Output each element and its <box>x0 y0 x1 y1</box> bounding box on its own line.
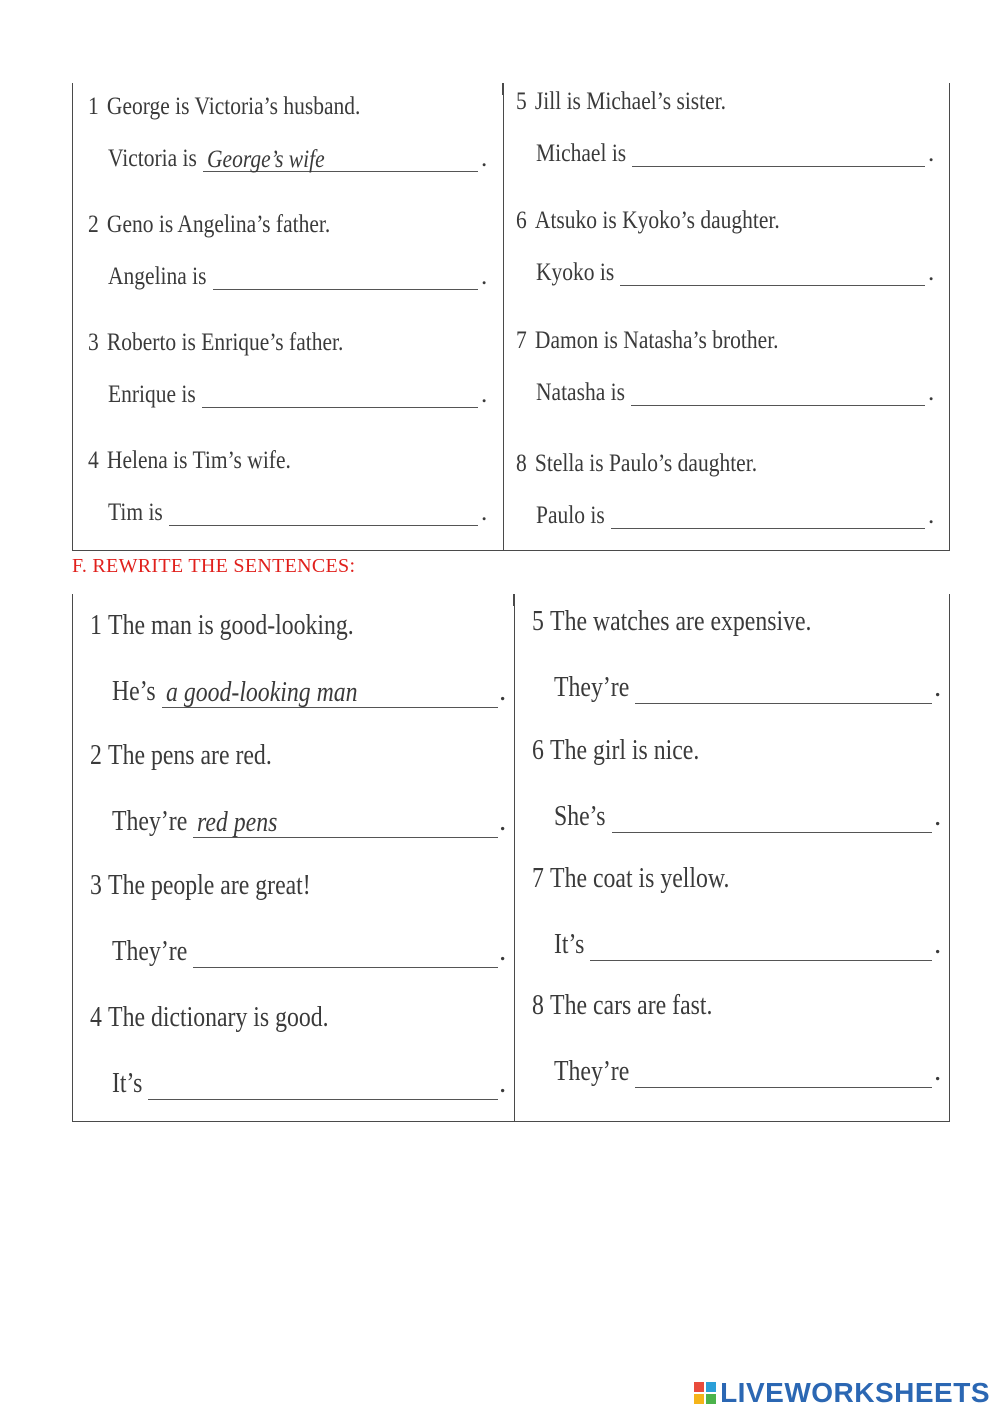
sentence-period: . <box>934 671 942 703</box>
logo-square <box>706 1382 716 1392</box>
answer-lead: Michael is <box>536 140 627 167</box>
item-number: 6 <box>532 734 544 766</box>
sentence-text: Roberto is Enrique’s father. <box>106 329 344 356</box>
answer-blank[interactable] <box>635 1087 932 1088</box>
box-corner <box>72 83 73 95</box>
sentence-period: . <box>499 935 507 967</box>
sentence-text: The girl is nice. <box>550 734 700 766</box>
answer-blank[interactable] <box>148 1099 498 1100</box>
answer-lead: Angelina is <box>108 263 207 290</box>
item-number: 3 <box>90 869 102 901</box>
sentence-period: . <box>928 140 935 167</box>
answer-blank[interactable] <box>635 703 932 704</box>
box-corner <box>949 83 950 95</box>
sentence-period: . <box>481 145 488 172</box>
item-number: 1 <box>88 93 99 120</box>
column-divider <box>503 83 504 550</box>
answer-lead: They’re <box>112 805 188 837</box>
item-number: 5 <box>532 605 544 637</box>
answer-example: red pens <box>197 806 278 838</box>
sentence-text: The watches are expensive. <box>550 605 812 637</box>
box-corner <box>502 83 503 95</box>
answer-blank[interactable] <box>611 528 925 529</box>
box-corner <box>72 594 73 606</box>
answer-example: George’s wife <box>206 146 325 173</box>
sentence-text: The cars are fast. <box>550 989 713 1021</box>
answer-blank[interactable] <box>202 407 478 408</box>
answer-lead: Victoria is <box>108 145 197 172</box>
item-number: 7 <box>532 862 544 894</box>
exercise-sentence <box>532 606 812 636</box>
sentence-text: The people are great! <box>108 869 311 901</box>
sentence-text: Geno is Angelina’s father. <box>106 211 331 238</box>
exercise-sentence <box>88 92 360 122</box>
sentence-period: . <box>481 499 488 526</box>
sentence-text: Damon is Natasha’s brother. <box>534 327 779 354</box>
answer-blank[interactable] <box>169 525 478 526</box>
sentence-period: . <box>499 1067 507 1099</box>
sentence-text: Jill is Michael’s sister. <box>534 88 727 115</box>
exercise-sentence <box>88 210 330 240</box>
sentence-text: The coat is yellow. <box>550 862 730 894</box>
exercise-sentence <box>90 610 354 640</box>
answer-lead: Kyoko is <box>536 259 615 286</box>
item-number: 2 <box>90 739 102 771</box>
exercise-sentence <box>532 990 712 1020</box>
answer-lead: It’s <box>554 928 585 960</box>
sentence-period: . <box>481 381 488 408</box>
exercise-sentence <box>532 735 699 765</box>
item-number: 3 <box>88 329 99 356</box>
item-number: 5 <box>516 88 527 115</box>
answer-lead: They’re <box>112 935 188 967</box>
item-number: 2 <box>88 211 99 238</box>
item-number: 7 <box>516 327 527 354</box>
exercise-sentence <box>90 870 311 900</box>
sentence-text: George is Victoria’s husband. <box>106 93 361 120</box>
answer-lead: Paulo is <box>536 502 605 529</box>
answer-lead: Natasha is <box>536 379 625 406</box>
sentence-text: Atsuko is Kyoko’s daughter. <box>534 207 780 234</box>
liveworksheets-logo <box>694 1378 990 1408</box>
item-number: 4 <box>90 1001 102 1033</box>
exercise-sentence <box>90 1002 329 1032</box>
logo-text: LIVEWORKSHEETS <box>720 1377 990 1408</box>
answer-lead: Tim is <box>108 499 163 526</box>
item-number: 8 <box>532 989 544 1021</box>
box-corner <box>949 594 950 606</box>
exercise-sentence <box>90 740 272 770</box>
exercise-box-family <box>72 83 950 551</box>
answer-blank[interactable] <box>631 405 925 406</box>
sentence-period: . <box>934 928 942 960</box>
sentence-period: . <box>934 800 942 832</box>
section-title: F. REWRITE THE SENTENCES: <box>72 555 356 577</box>
logo-square <box>694 1394 704 1404</box>
logo-square <box>706 1394 716 1404</box>
sentence-period: . <box>928 502 935 529</box>
answer-lead: Enrique is <box>108 381 196 408</box>
answer-lead: They’re <box>554 671 630 703</box>
answer-lead: They’re <box>554 1055 630 1087</box>
exercise-sentence <box>516 449 757 479</box>
answer-blank[interactable] <box>193 967 498 968</box>
logo-square <box>694 1382 704 1392</box>
sentence-text: The pens are red. <box>108 739 272 771</box>
item-number: 4 <box>88 447 99 474</box>
item-number: 6 <box>516 207 527 234</box>
exercise-sentence <box>516 206 780 236</box>
answer-lead: He’s <box>112 675 156 707</box>
sentence-text: Stella is Paulo’s daughter. <box>534 450 758 477</box>
sentence-period: . <box>499 675 507 707</box>
answer-lead: It’s <box>112 1067 143 1099</box>
sentence-period: . <box>934 1055 942 1087</box>
answer-blank[interactable] <box>620 285 925 286</box>
logo-grid-icon <box>694 1382 716 1404</box>
sentence-period: . <box>499 805 507 837</box>
sentence-text: Helena is Tim’s wife. <box>106 447 291 474</box>
sentence-period: . <box>481 263 488 290</box>
sentence-text: The man is good-looking. <box>108 609 354 641</box>
column-divider <box>514 594 515 1121</box>
sentence-period: . <box>928 379 935 406</box>
box-corner <box>513 594 514 606</box>
item-number: 8 <box>516 450 527 477</box>
item-number: 1 <box>90 609 102 641</box>
exercise-sentence <box>516 326 779 356</box>
exercise-sentence <box>532 863 729 893</box>
exercise-sentence <box>88 446 291 476</box>
answer-example: a good-looking man <box>165 676 358 708</box>
exercise-box-rewrite <box>72 594 950 1122</box>
sentence-text: The dictionary is good. <box>108 1001 329 1033</box>
answer-lead: She’s <box>554 800 606 832</box>
answer-blank[interactable] <box>632 166 925 167</box>
answer-blank[interactable] <box>590 960 932 961</box>
answer-blank[interactable] <box>612 832 932 833</box>
exercise-sentence <box>516 87 726 117</box>
sentence-period: . <box>928 259 935 286</box>
answer-blank[interactable] <box>213 289 478 290</box>
exercise-sentence <box>88 328 343 358</box>
